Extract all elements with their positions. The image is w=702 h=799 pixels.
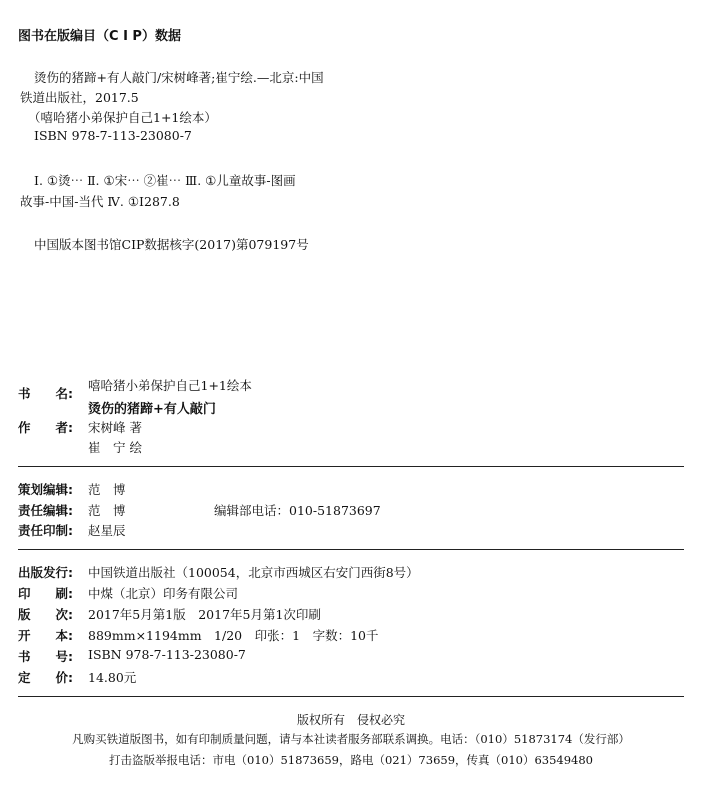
author: 宋树峰 著 — [88, 420, 142, 435]
responsible-editor-label: 责任编辑: — [18, 503, 73, 518]
cip-number: 中国版本图书馆CIP数据核字(2017)第079197号 — [34, 237, 309, 252]
title-label: 书 名: — [18, 386, 73, 401]
cip-line-2: 铁道出版社，2017.5 — [20, 90, 139, 105]
price: 14.80元 — [88, 670, 137, 685]
author-label: 作 者: — [18, 420, 73, 435]
series-name: 嘻哈猪小弟保护自己1+1绘本 — [88, 378, 252, 393]
cip-line-1: 烫伤的猪蹄+有人敲门/宋树峰著;崔宁绘.—北京:中国 — [34, 70, 324, 85]
printing-supervisor-label: 责任印制: — [18, 523, 73, 538]
cip-heading: 图书在版编目（C I P）数据 — [18, 29, 181, 44]
isbn: ISBN 978-7-113-23080-7 — [88, 647, 246, 662]
printer-label: 印 刷: — [18, 586, 73, 601]
printer: 中煤（北京）印务有限公司 — [88, 586, 239, 601]
cip-line-3: （嘻哈猪小弟保护自己1+1绘本） — [28, 110, 217, 125]
planning-editor: 范 博 — [88, 482, 126, 497]
divider-2 — [18, 549, 684, 550]
divider-3 — [18, 696, 684, 697]
edition: 2017年5月第1版 2017年5月第1次印刷 — [88, 607, 321, 622]
price-label: 定 价: — [18, 670, 73, 685]
book-title: 烫伤的猪蹄+有人敲门 — [88, 402, 216, 417]
responsible-editor: 范 博 — [88, 503, 126, 518]
cip-classification-1: Ⅰ. ①烫⋯ Ⅱ. ①宋⋯ ②崔⋯ Ⅲ. ①儿童故事-图画 — [34, 173, 296, 188]
publisher: 中国铁道出版社（100054，北京市西城区右安门西街8号） — [88, 565, 419, 580]
rights-notice: 版权所有 侵权必究 — [296, 713, 405, 727]
cip-classification-2: 故事-中国-当代 Ⅳ. ①I287.8 — [20, 194, 180, 209]
piracy-hotline: 打击盗版举报电话：市电（010）51873659，路电（021）73659，传真（010）63549480 — [109, 753, 593, 767]
editorial-phone: 编辑部电话：010-51873697 — [214, 503, 381, 518]
planning-editor-label: 策划编辑: — [18, 482, 73, 497]
illustrator: 崔 宁 绘 — [88, 440, 142, 455]
isbn-label: 书 号: — [18, 649, 73, 664]
quality-notice: 凡购买铁道版图书，如有印制质量问题，请与本社读者服务部联系调换。电话：（010）51873174（发行部） — [72, 732, 630, 746]
publisher-label: 出版发行: — [18, 565, 73, 580]
divider-1 — [18, 466, 684, 467]
cip-line-4: ISBN 978-7-113-23080-7 — [34, 128, 192, 143]
format-label: 开 本: — [18, 628, 73, 643]
edition-label: 版 次: — [18, 607, 73, 622]
format: 889mm×1194mm 1/20 印张：1 字数：10千 — [88, 628, 379, 643]
printing-supervisor: 赵星辰 — [88, 523, 126, 538]
